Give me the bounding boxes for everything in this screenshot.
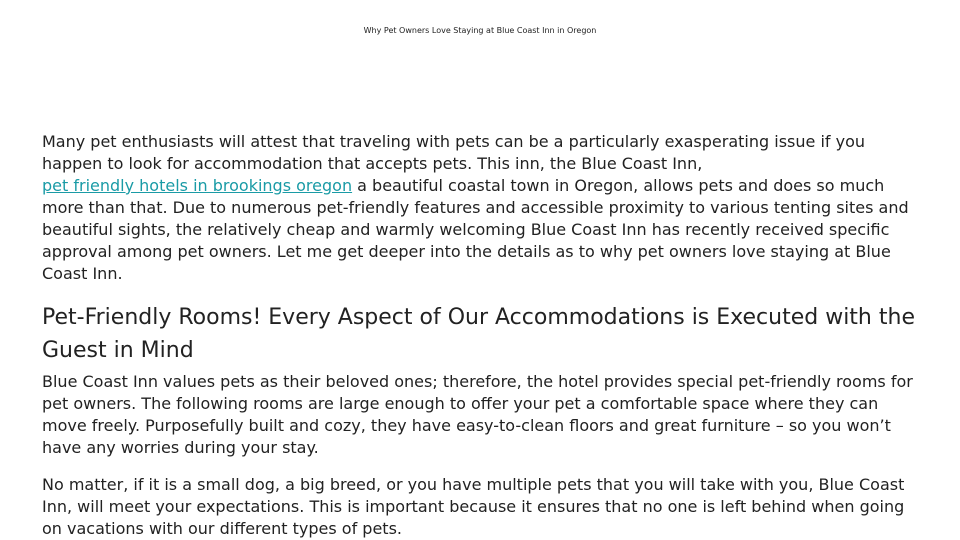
page-header-title: Why Pet Owners Love Staying at Blue Coast Inn in Oregon [363, 26, 597, 35]
multiple-pets-paragraph: No matter, if it is a small dog, a big breed, or you have multiple pets that you will take with you, Blue Coast Inn, will meet your expectations. This is important because it ensures that no one is left behind when going on vacations with our different types of pets. [42, 475, 905, 538]
section-heading: Pet-Friendly Rooms! Every Aspect of Our Accommodations is Executed with the Guest in Mind [42, 305, 915, 363]
article-body [42, 131, 922, 540]
intro-text-after-link: a beautiful coastal town in Oregon, allows pets and does so much more than that. Due to numerous pet-friendly features and accessible proximity to various tenting sites and beautiful sights, the relatively cheap and warmly welcoming Blue Coast Inn has recently received specific approval among pet owners. Let me get deeper into the details as to why pet owners love staying at Blue Coast Inn. [42, 176, 909, 283]
intro-text-before-link: Many pet enthusiasts will attest that traveling with pets can be a particularly exasperating issue if you happen to look for accommodation that accepts pets. This inn, the Blue Coast Inn, [42, 132, 865, 173]
pet-friendly-hotels-link[interactable]: pet friendly hotels in brookings oregon [42, 176, 353, 195]
rooms-paragraph: Blue Coast Inn values pets as their beloved ones; therefore, the hotel provides special pet-friendly rooms for pet owners. The following rooms are large enough to offer your pet a comfortable space where they can move freely. Purposefully built and cozy, they have easy-to-clean floors and great furniture – so you won’t have any worries during your stay. [42, 372, 913, 457]
intro-paragraph [42, 131, 922, 285]
